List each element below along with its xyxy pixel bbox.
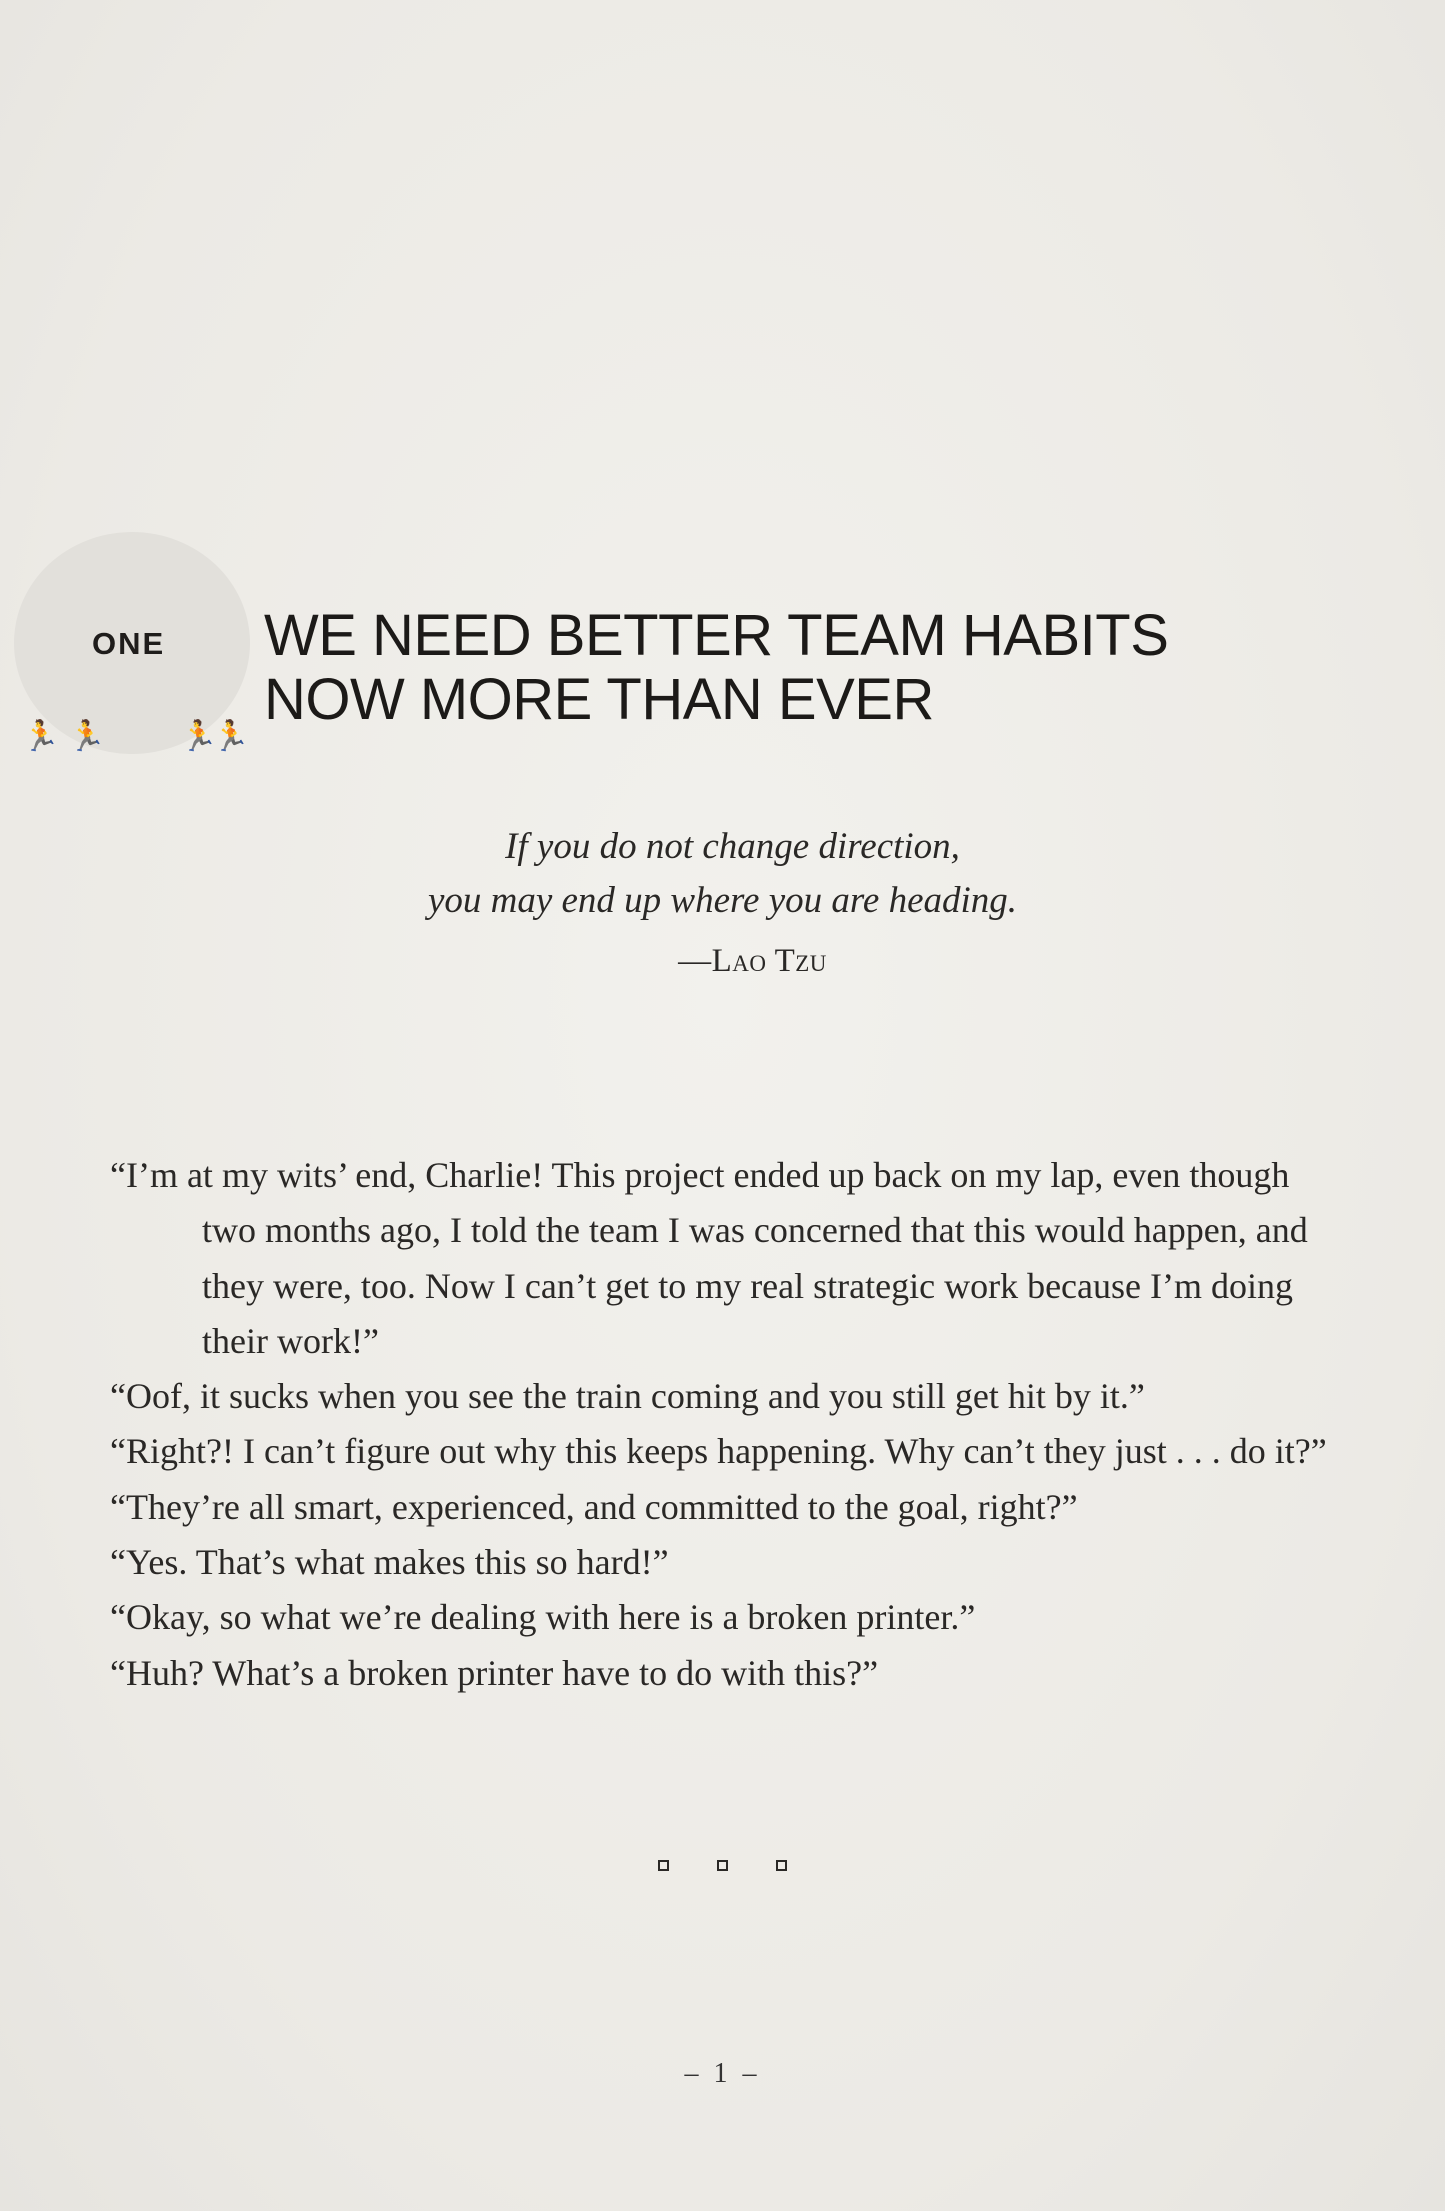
running-figures-illustration (22, 719, 250, 758)
dialogue-line: “Yes. That’s what makes this so hard!” (110, 1542, 669, 1583)
dialogue-line: “They’re all smart, experienced, and committed to the goal, right?” (110, 1486, 1078, 1527)
chapter-number: ONE (92, 626, 166, 661)
running-figure-icon: 🏃 (180, 719, 218, 754)
epigraph-line: you may end up where you are heading. (427, 880, 1018, 921)
running-figure-icon: 🏃 (68, 719, 106, 754)
epigraph-attribution: —Lao Tzu (678, 943, 827, 979)
running-figure-icon: 🏃 (22, 719, 60, 754)
chapter-title-line: NOW MORE THAN EVER (264, 667, 934, 732)
dialogue-line: “I’m at my wits’ end, Charlie! This project ended up back on my lap, even though two months ago, I told the team I was concerned that this would happen, and they were, too. Now I can’t get to my real strategic work because I’m doing their work!” (110, 1155, 1308, 1361)
section-break (0, 1858, 1445, 1876)
section-break-square-icon (717, 1860, 728, 1871)
epigraph-line: If you do not change direction, (505, 826, 960, 867)
page-number: – 1 – (684, 2058, 761, 2089)
dialogue-line: “Okay, so what we’re dealing with here is a broken printer.” (110, 1597, 976, 1638)
dialogue-line: “Oof, it sucks when you see the train coming and you still get hit by it.” (110, 1376, 1145, 1417)
section-break-square-icon (658, 1860, 669, 1871)
section-break-square-icon (776, 1860, 787, 1871)
chapter-title-line: WE NEED BETTER TEAM HABITS (264, 603, 1169, 668)
chapter-title (264, 604, 1384, 732)
dialogue-line: “Huh? What’s a broken printer have to do with this?” (110, 1652, 879, 1693)
running-figure-icon: 🏃 (212, 719, 250, 754)
epigraph (0, 820, 1445, 986)
dialogue-line: “Right?! I can’t figure out why this keeps happening. Why can’t they just . . . do it?” (110, 1431, 1327, 1472)
dialogue (110, 1148, 1350, 1701)
